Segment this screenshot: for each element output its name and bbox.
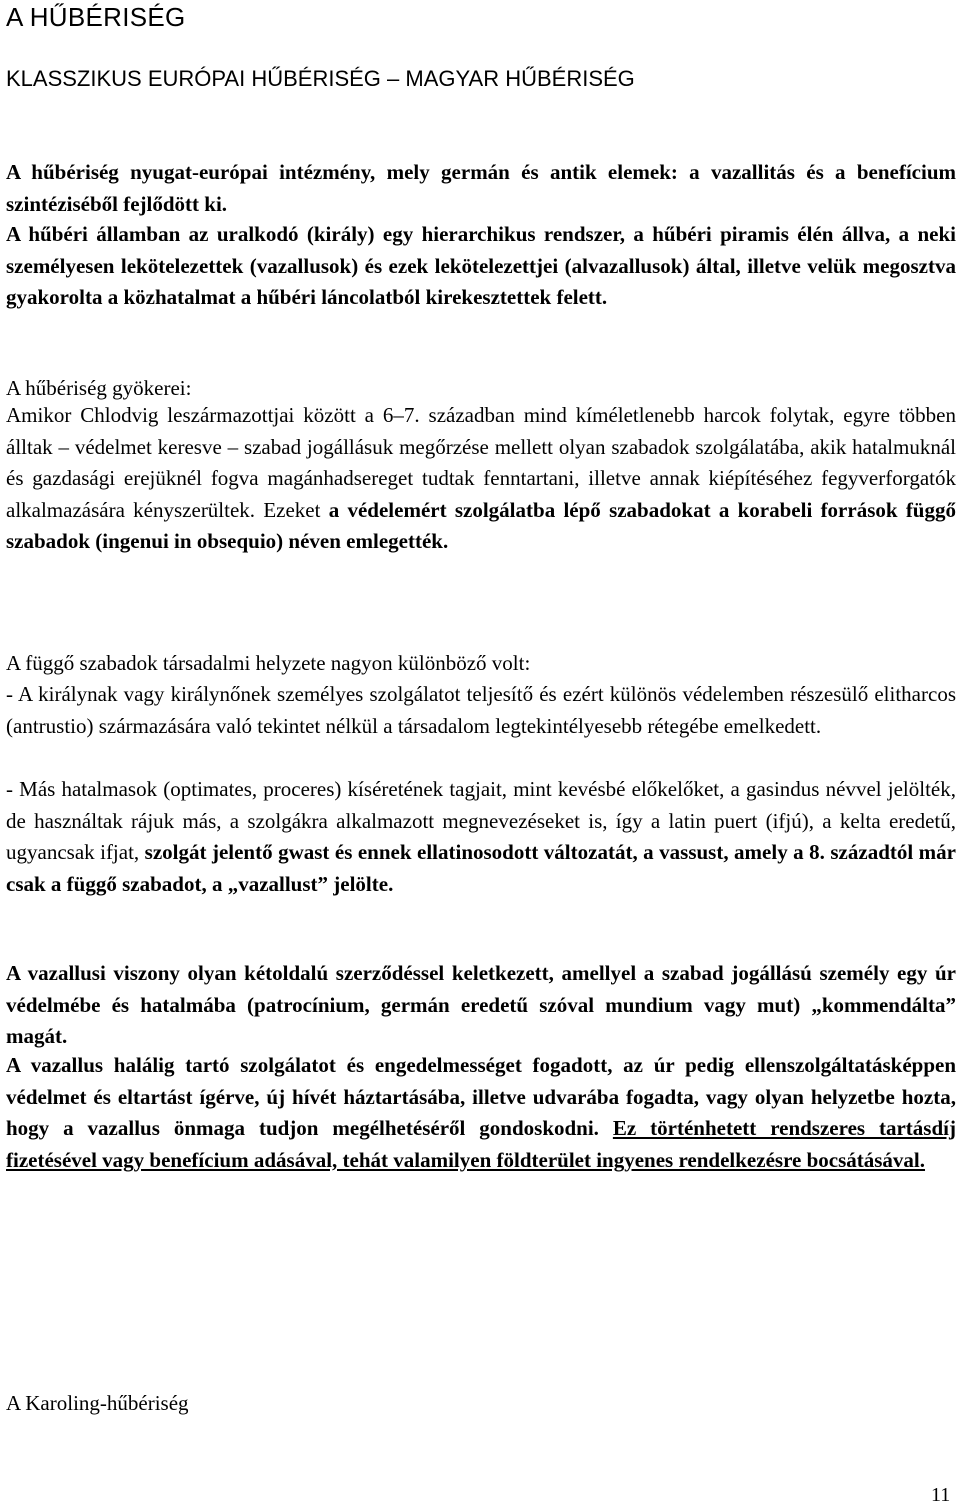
list-item-antrustio: - A királynak vagy királynőnek személyes szolgálatot teljesítő és ezért különös védelemben részesülő elitharcos (antrustio) származására való tekintet nélkül a társadalom legtekintélyesebb rétegébe emelkedett. (6, 682, 956, 738)
paragraph-service-underlined: Ez történhetett rendszeres tartásdíj fizetésével vagy benefícium adásával, tehát valamilyen földterület ingyenes rendelkezésre bocsátásával. (6, 1116, 956, 1172)
page-title: A HŰBÉRISÉG (6, 2, 186, 32)
paragraph-hierarchy: A hűbéri államban az uralkodó (király) egy hierarchikus rendszer, a hűbéri piramis élén állva, a neki személyesen lekötelezettek (vazallusok) és ezek lekötelezettjei (alvazallusok) által, illetve velük megosztva gyakorolta a közhatalmat a hűbéri láncolatból kirekesztettek felett. (6, 222, 956, 309)
paragraph-intro: A hűbériség nyugat-európai intézmény, mely germán és antik elemek: a vazallitás és a benefícium szintéziséből fejlődött ki. (6, 160, 956, 216)
list-item-gasindus-text: - Más hatalmasok (optimates, proceres) kíséretének tagjait, mint kevésbé előkelőket, a gasindus névvel jelölték, de használtak rájuk más, a szolgákra alkalmazott megnevezéseket is, így a latin puert (ifjú), a kelta eredetű, ugyancsak ifjat, (6, 777, 956, 864)
page-number: 11 (931, 1484, 951, 1506)
paragraph-roots (6, 400, 956, 558)
list-item-gasindus-bold: szolgát jelentő gwast és ennek ellatinosodott változatát, a vassust, amely a 8. századtól már csak a függő szabadot, a „vazallust” jelölte. (6, 840, 956, 896)
page-subtitle: KLASSZIKUS EURÓPAI HŰBÉRISÉG – MAGYAR HŰBÉRISÉG (6, 66, 635, 91)
paragraph-service-text: A vazallus halálig tartó szolgálatot és engedelmességet fogadott, az úr pedig ellenszolgáltatásképpen védelmet és eltartást ígérve, új hívét háztartásába, illetve udvarába fogadta, vagy olyan helyzetbe hozta, hogy a vazallus önmaga tudjon megélhetéséről gondoskodni. (6, 1053, 956, 1140)
section-heading-roots: A hűbériség gyökerei: (6, 376, 192, 400)
paragraph-service (6, 1050, 956, 1176)
section-heading-karoling: A Karoling-hűbériség (6, 1391, 189, 1415)
paragraph-roots-text: Amikor Chlodvig leszármazottjai között a 6–7. században mind kíméletlenebb harcok folytak, egyre többen álltak – védelmet keresve – szabad jogállásuk megőrzése mellett olyan szabadok szolgálatába, akik hatalmuknál és gazdasági erejüknél fogva magánhadsereget tudtak fenntartani, illetve annak kiépítéséhez fegyverforgatók alkalmazására kényszerültek. Ezeket (6, 403, 956, 522)
list-item-gasindus (6, 774, 956, 900)
paragraph-dependent-intro: A függő szabadok társadalmi helyzete nagyon különböző volt: (6, 651, 531, 675)
paragraph-roots-bold: a védelemért szolgálatba lépő szabadokat a korabeli források függő szabadok (ingenui in obsequio) néven emlegették. (6, 497, 956, 553)
paragraph-contract: A vazallusi viszony olyan kétoldalú szerződéssel keletkezett, amellyel a szabad jogállású személy egy úr védelmébe és hatalmába (patrocínium, germán eredetű szóval mundium vagy mut) „kommendálta” magát. (6, 961, 956, 1048)
